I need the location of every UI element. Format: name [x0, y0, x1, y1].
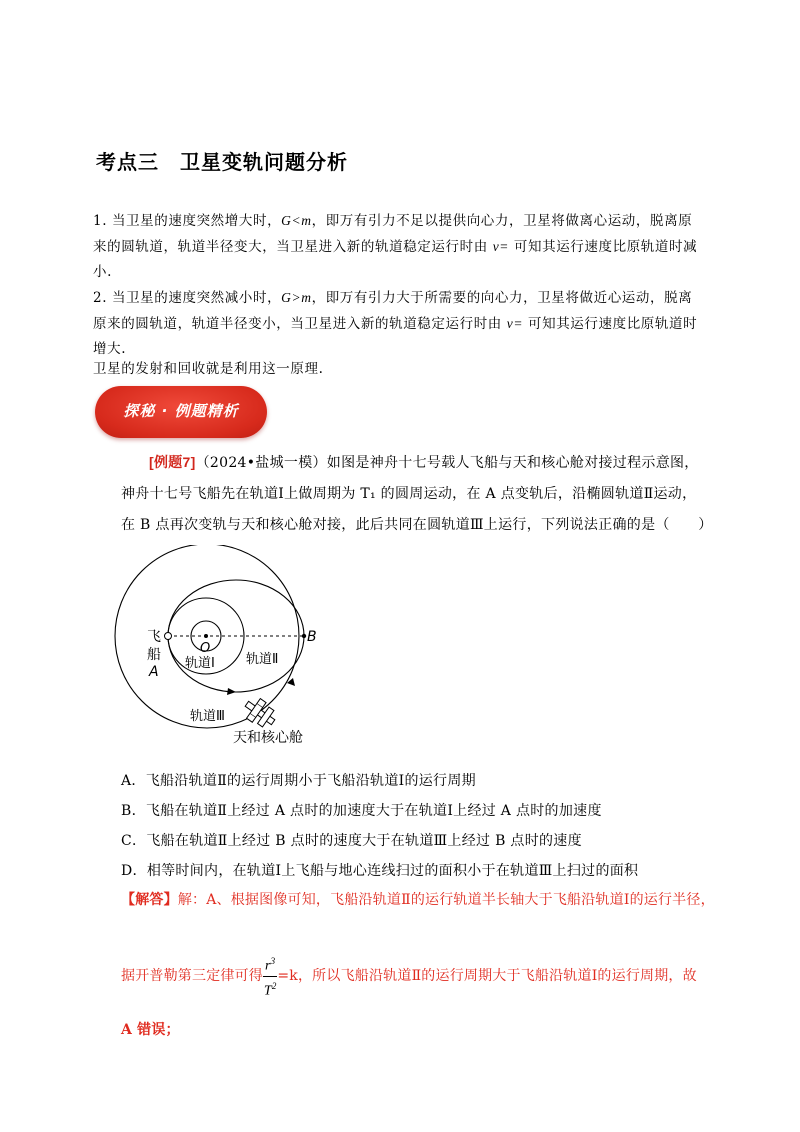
center-label: O [200, 641, 211, 656]
ship-label-2: 船 [147, 647, 161, 663]
point-a-marker [165, 633, 172, 640]
question-line-3: 在 B 点再次变轨与天和核心舱对接，此后共同在圆轨道Ⅲ上运行，下列说法正确的是（ ） [121, 517, 713, 533]
p1-text-a: 1. 当卫星的速度突然增大时， [93, 213, 282, 229]
example-banner [95, 386, 267, 438]
p1-text-b: ，即万有引力不足以提供向心力，卫星将做离心运动，脱离原 [311, 213, 693, 229]
answer-line-1 [121, 889, 741, 909]
frac-numerator: r [265, 958, 271, 974]
frac-den-exponent: 2 [271, 980, 277, 991]
p2-text-a: 2. 当卫星的速度突然减小时， [93, 290, 282, 306]
option-b: B．飞船在轨道Ⅱ上经过 A 点时的加速度大于在轨道Ⅰ上经过 A 点时的加速度 [121, 803, 602, 819]
orbit-1-label: 轨道Ⅰ [185, 656, 215, 671]
answer-line-3 [121, 1019, 180, 1039]
point-b-marker [302, 634, 306, 638]
orbit-2-arrow [227, 688, 236, 695]
paragraph-1 [93, 208, 713, 285]
p1-text-d: 可知其运行速度比原轨道时减 [509, 239, 698, 255]
answer-label: 【解答】 [121, 892, 178, 908]
kepler-fraction [263, 952, 277, 1000]
p2-text-e: 增大. [93, 341, 127, 357]
answer-text-1: 解：A、根据图像可知，飞船沿轨道Ⅱ的运行轨道半长轴大于飞船沿轨道Ⅰ的运行半径， [177, 892, 715, 908]
question-line-1: （2024•盐城一模）如图是神舟十七号载人飞船与天和核心舱对接过程示意图， [195, 455, 699, 471]
banner-label: 探秘 · 例题精析 [123, 402, 239, 420]
point-b-label: B [307, 629, 317, 645]
p2-text-d: 可知其运行速度比原轨道时 [523, 316, 698, 332]
paragraph-3: 卫星的发射和回收就是利用这一原理. [93, 361, 324, 377]
question-label: [例题7] [149, 454, 196, 470]
orbit-3-label: 轨道Ⅲ [190, 709, 225, 724]
question-block [121, 447, 721, 541]
point-a-label: A [149, 664, 159, 680]
option-d: D．相等时间内，在轨道Ⅰ上飞船与地心连线扫过的面积小于在轨道Ⅲ上扫过的面积 [121, 863, 639, 879]
p1-text-c: 来的圆轨道，轨道半径变大，当卫星进入新的轨道稳定运行时由 [93, 239, 493, 255]
section-title: 考点三 卫星变轨问题分析 [96, 150, 348, 174]
frac-num-exponent: 3 [270, 956, 276, 966]
p2-text-b: ，即万有引力大于所需要的向心力，卫星将做近心运动，脱离 [311, 290, 693, 306]
orbit-2-label: 轨道Ⅱ [246, 652, 279, 667]
answer-text-3: A 错误； [121, 1022, 180, 1038]
option-c: C．飞船在轨道Ⅱ上经过 B 点时的速度大于在轨道Ⅲ上经过 B 点时的速度 [121, 833, 582, 849]
p1-velocity: v= [492, 239, 510, 254]
question-line-2: 神舟十七号飞船先在轨道Ⅰ上做周期为 T₁ 的圆周运动，在 A 点变轨后，沿椭圆轨道Ⅱ运动， [121, 486, 697, 502]
answer-text-2a: 据开普勒第三定律可得 [121, 968, 263, 985]
station-label: 天和核心舱 [233, 730, 303, 746]
paragraph-2 [93, 285, 713, 362]
p1-text-e: 小. [93, 264, 112, 280]
frac-denominator: T [263, 983, 272, 999]
answer-text-2b: =k，所以飞船沿轨道Ⅱ的运行周期大于飞船沿轨道Ⅰ的运行周期，故 [277, 968, 697, 985]
answer-line-2 [121, 952, 741, 1000]
p1-condition: G<m [281, 213, 312, 228]
p2-text-c: 原来的圆轨道，轨道半径变小，当卫星进入新的轨道稳定运行时由 [93, 316, 507, 332]
p2-velocity: v= [506, 316, 524, 331]
orbit-diagram [100, 545, 340, 760]
p2-condition: G>m [281, 290, 312, 305]
ship-label-1: 飞 [147, 629, 161, 645]
option-a: A．飞船沿轨道Ⅱ的运行周期小于飞船沿轨道Ⅰ的运行周期 [121, 773, 476, 789]
